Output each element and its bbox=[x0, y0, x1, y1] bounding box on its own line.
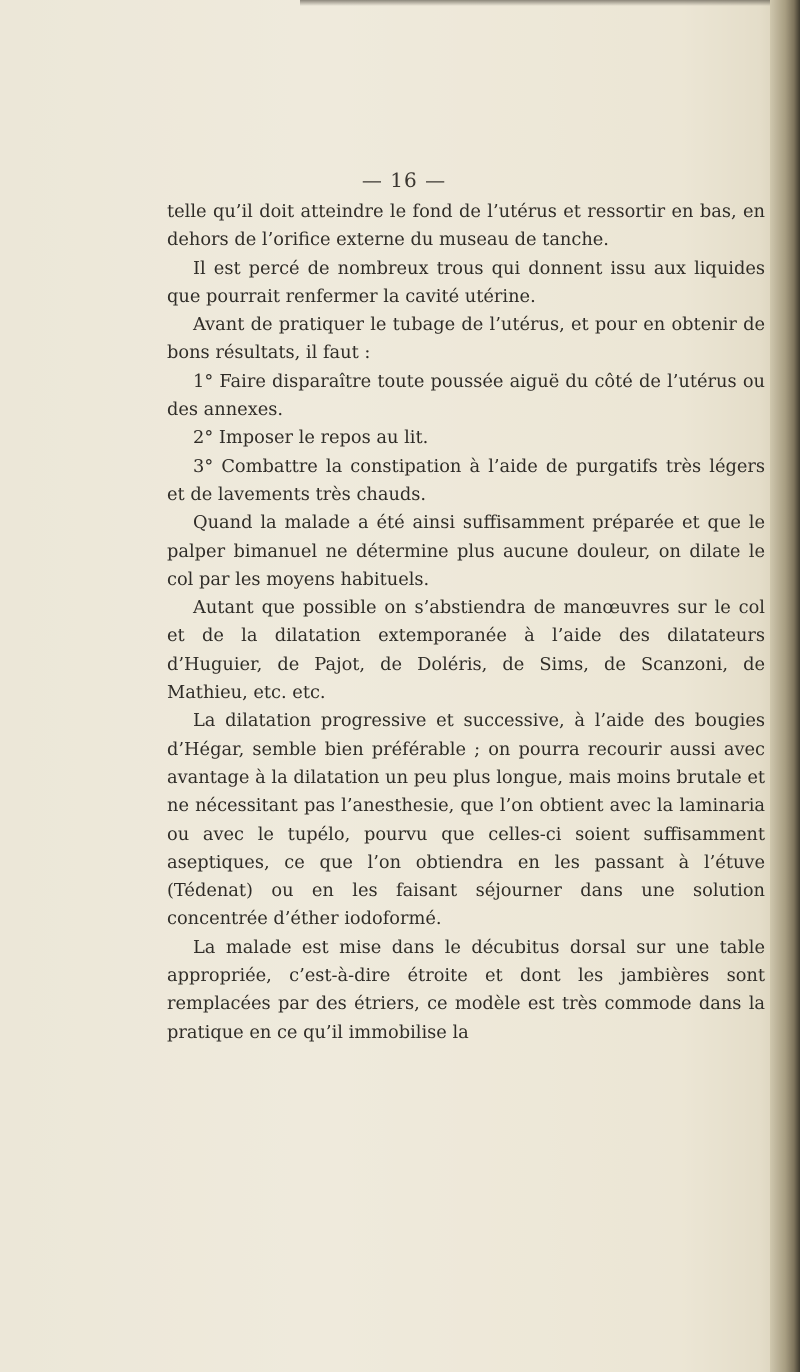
book-spine-edge bbox=[770, 0, 800, 1372]
paragraph-4: 1° Faire disparaître toute poussée aiguë du côté de l’utérus ou des annexes. bbox=[167, 370, 765, 421]
top-edge-shadow bbox=[300, 0, 800, 6]
body-text bbox=[167, 198, 765, 1047]
paragraph-1: telle qu’il doit atteindre le fond de l’utérus et ressortir en bas, en dehors de l’orifice externe du museau de tanche. bbox=[167, 201, 765, 251]
paragraph-6: 3° Combattre la constipation à l’aide de purgatifs très légers et de lavements très chauds. bbox=[167, 455, 765, 505]
paragraph-5: 2° Imposer le repos au lit. bbox=[193, 427, 429, 449]
paragraph-7: Quand la malade a été ainsi suffisamment préparée et que le palper bimanuel ne détermine plus aucune douleur, on dilate le col par les moyens habituels. bbox=[167, 512, 765, 590]
paragraph-8: Autant que possible on s’abstiendra de manœuvres sur le col et de la dilatation extemporanée à l’aide des dilatateurs d’Huguier, de Pajot, de Doléris, de Sims, de Scanzoni, de Mathieu, etc. etc. bbox=[167, 597, 765, 704]
paragraph-2: Il est percé de nombreux trous qui donnent issu aux liquides que pourrait renfermer la cavité utérine. bbox=[167, 257, 765, 307]
paragraph-10: La malade est mise dans le décubitus dorsal sur une table appropriée, c’est-à-dire étroite et dont les jambières sont remplacées par des étriers, ce modèle est très commode dans la pratique en ce qu’il immobilise la bbox=[167, 936, 765, 1043]
paragraph-3: Avant de pratiquer le tubage de l’utérus, et pour en obtenir de bons résultats, il faut : bbox=[167, 314, 765, 364]
paragraph-9: La dilatation progressive et successive, à l’aide des bougies d’Hégar, semble bien préférable ; on pourra recourir aussi avec avantage à la dilatation un peu plus longue, mais moins brutale et ne nécessitant pas l’anesthesie, que l’on obtient avec la laminaria ou avec le tupélo, pourvu que celles-ci soient suffisamment aseptiques, ce que l’on obtiendra en les passant à l’étuve (Tédenat) ou en les faisant séjourner dans une solution concentrée d’éther iodoformé. bbox=[167, 710, 765, 930]
page-number: — 16 — bbox=[361, 168, 447, 192]
